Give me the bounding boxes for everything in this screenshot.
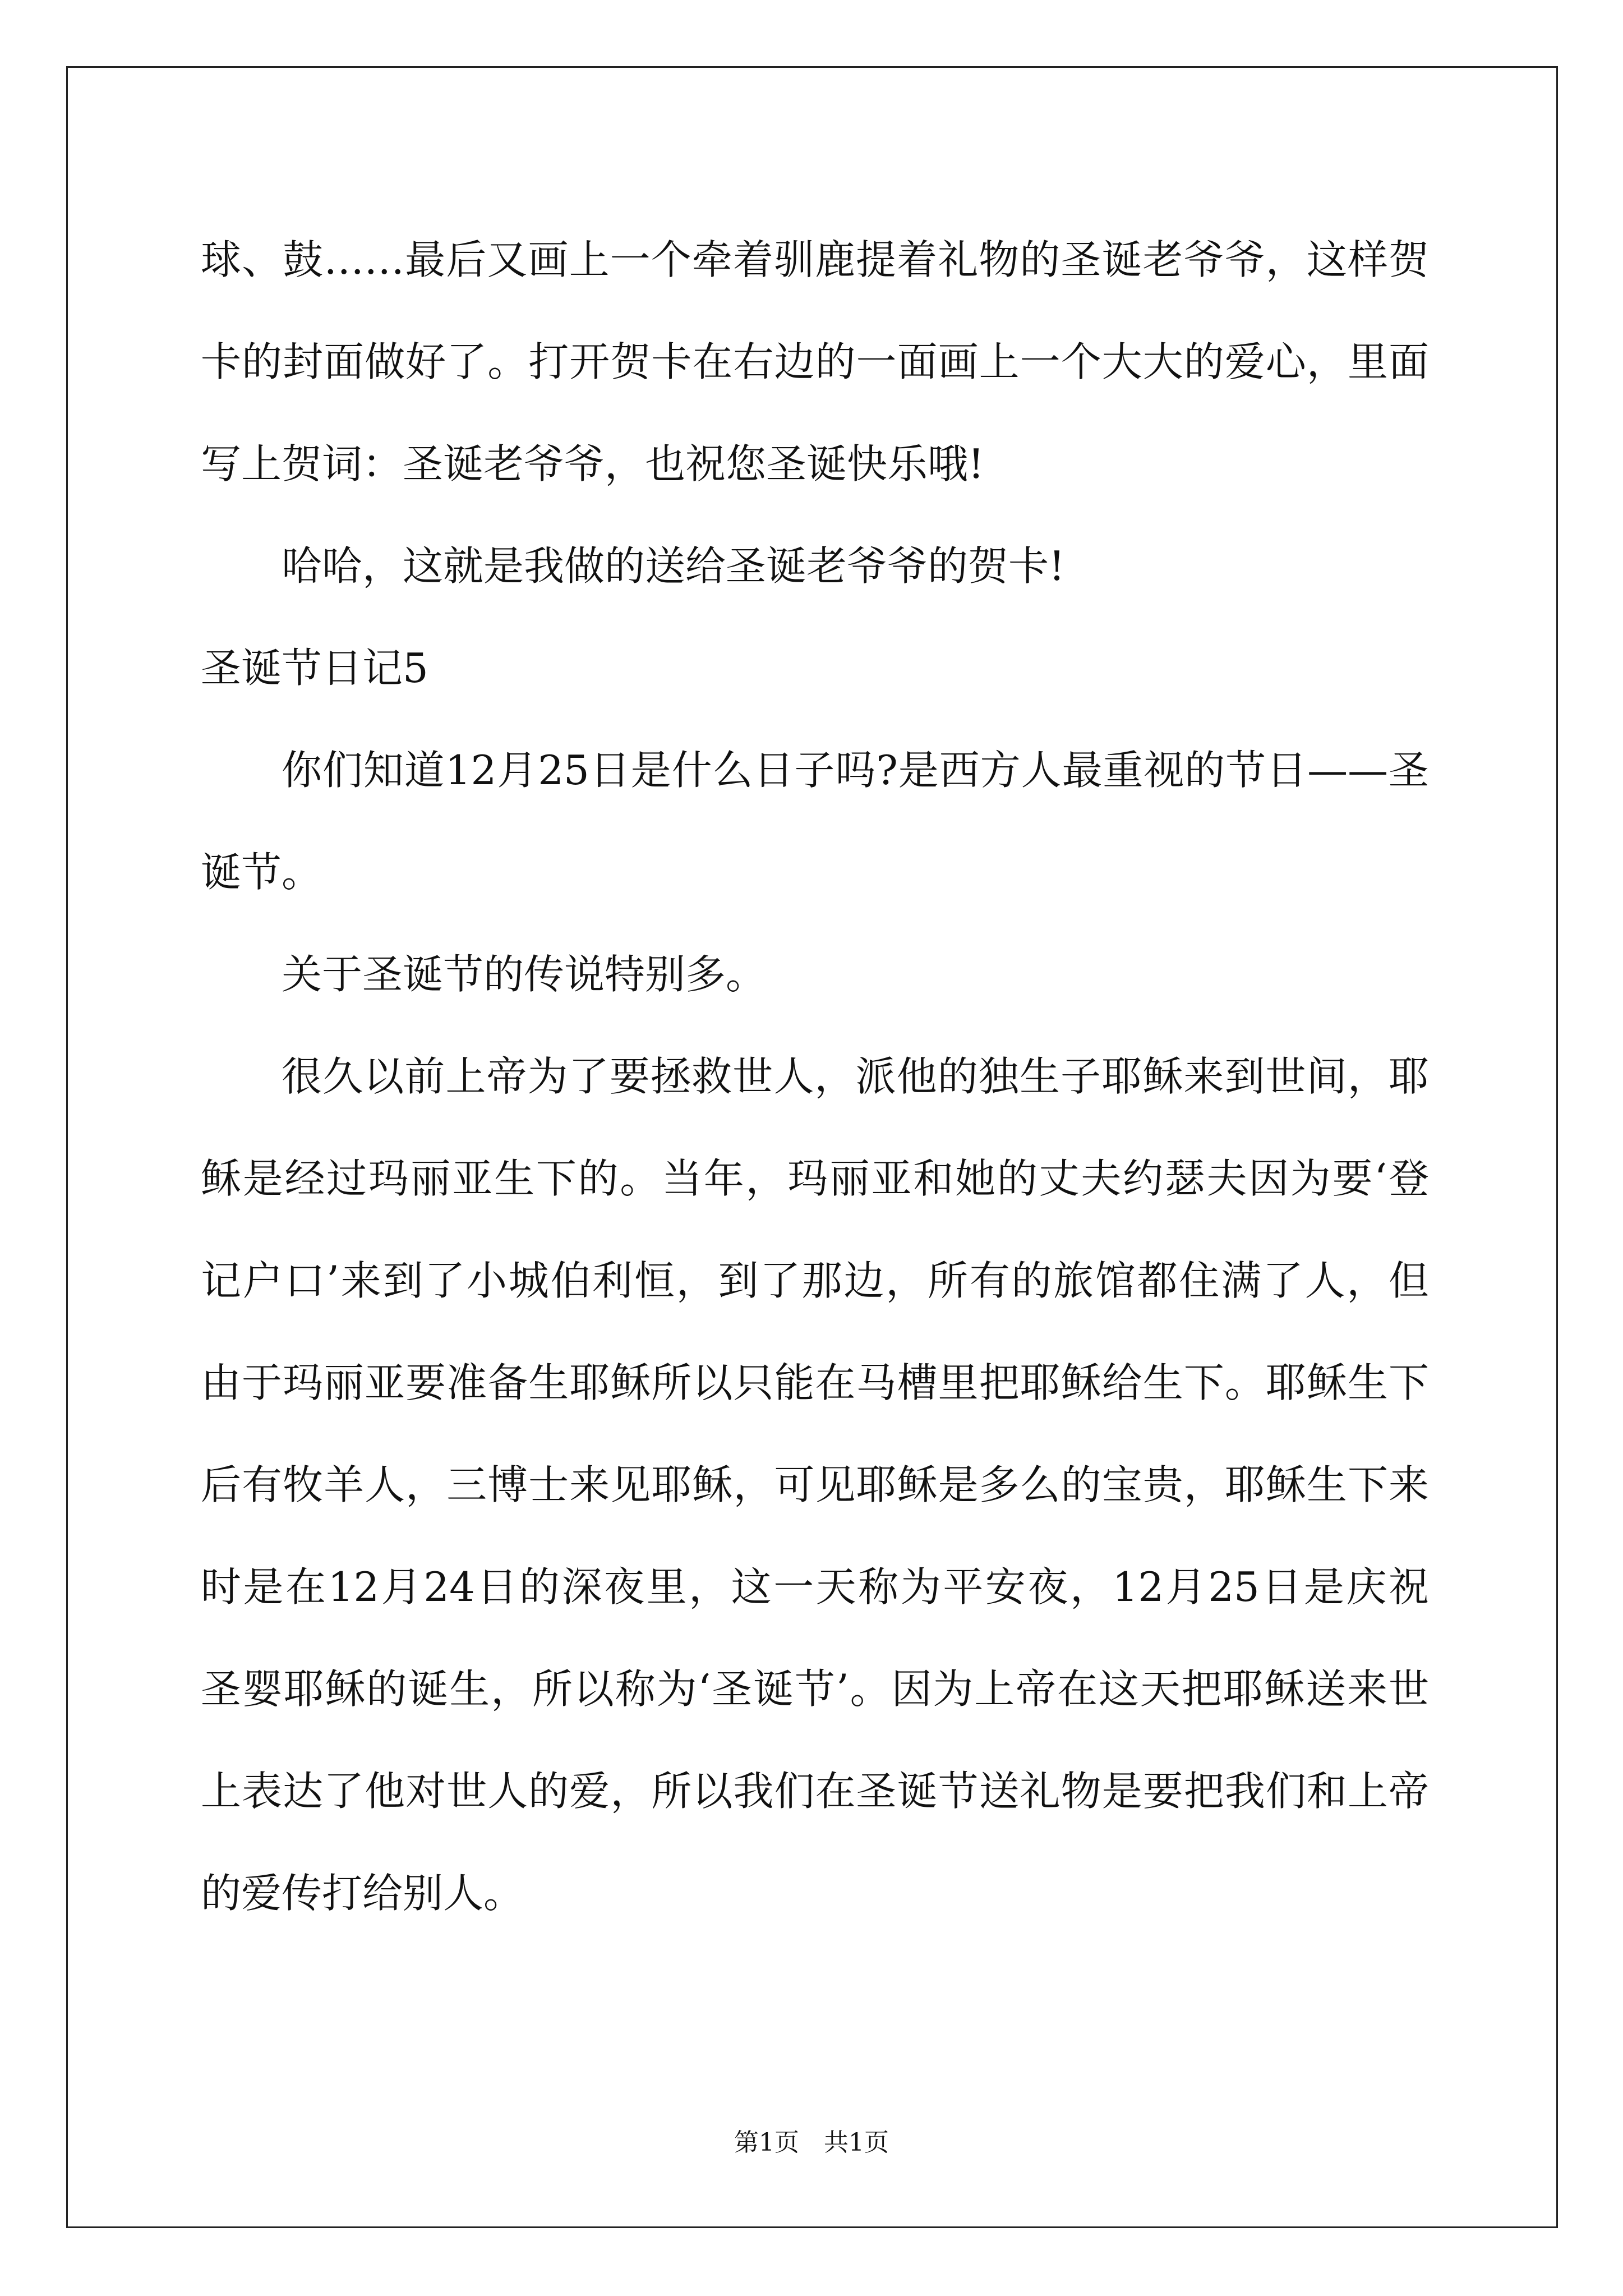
- page-number: 第1页: [734, 2128, 799, 2157]
- paragraph-line: 哈哈，这就是我做的送给圣诞老爷爷的贺卡!: [282, 542, 1065, 590]
- paragraph-line: 你们知道12月25日是什么日子吗?是西方人最重视的节日——圣: [282, 747, 1429, 794]
- section-heading: 圣诞节日记5: [201, 645, 428, 692]
- paragraph-line: 很久以前上帝为了要拯救世人，派他的独生子耶稣来到世间，耶: [282, 1053, 1429, 1100]
- text-line: 上表达了他对世人的爱，所以我们在圣诞节送礼物是要把我们和上帝: [201, 1768, 1429, 1815]
- text-line: 圣婴耶稣的诞生，所以称为‘圣诞节’。因为上帝在这天把耶稣送来世: [201, 1665, 1429, 1713]
- text-line: 记户口’来到了小城伯利恒，到了那边，所有的旅馆都住满了人，但: [201, 1257, 1429, 1304]
- page-total: 共1页: [824, 2128, 889, 2157]
- text-line: 的爱传打给别人。: [201, 1870, 524, 1917]
- text-line: 写上贺词：圣诞老爷爷，也祝您圣诞快乐哦!: [201, 440, 984, 487]
- text-line: 球、鼓……最后又画上一个牵着驯鹿提着礼物的圣诞老爷爷，这样贺: [201, 236, 1429, 283]
- text-line: 后有牧羊人，三博士来见耶稣，可见耶稣是多么的宝贵，耶稣生下来: [201, 1461, 1429, 1508]
- document-body: [201, 209, 1429, 1944]
- text-line: 时是在12月24日的深夜里，这一天称为平安夜，12月25日是庆祝: [201, 1563, 1429, 1611]
- text-line: 稣是经过玛丽亚生下的。当年，玛丽亚和她的丈夫约瑟夫因为要‘登: [201, 1155, 1429, 1202]
- text-line: 诞节。: [201, 849, 322, 896]
- page-footer: [0, 2126, 1623, 2160]
- text-line: 由于玛丽亚要准备生耶稣所以只能在马槽里把耶稣给生下。耶稣生下: [201, 1359, 1429, 1406]
- paragraph-line: 关于圣诞节的传说特别多。: [282, 951, 767, 998]
- text-line: 卡的封面做好了。打开贺卡在右边的一面画上一个大大的爱心，里面: [201, 338, 1429, 385]
